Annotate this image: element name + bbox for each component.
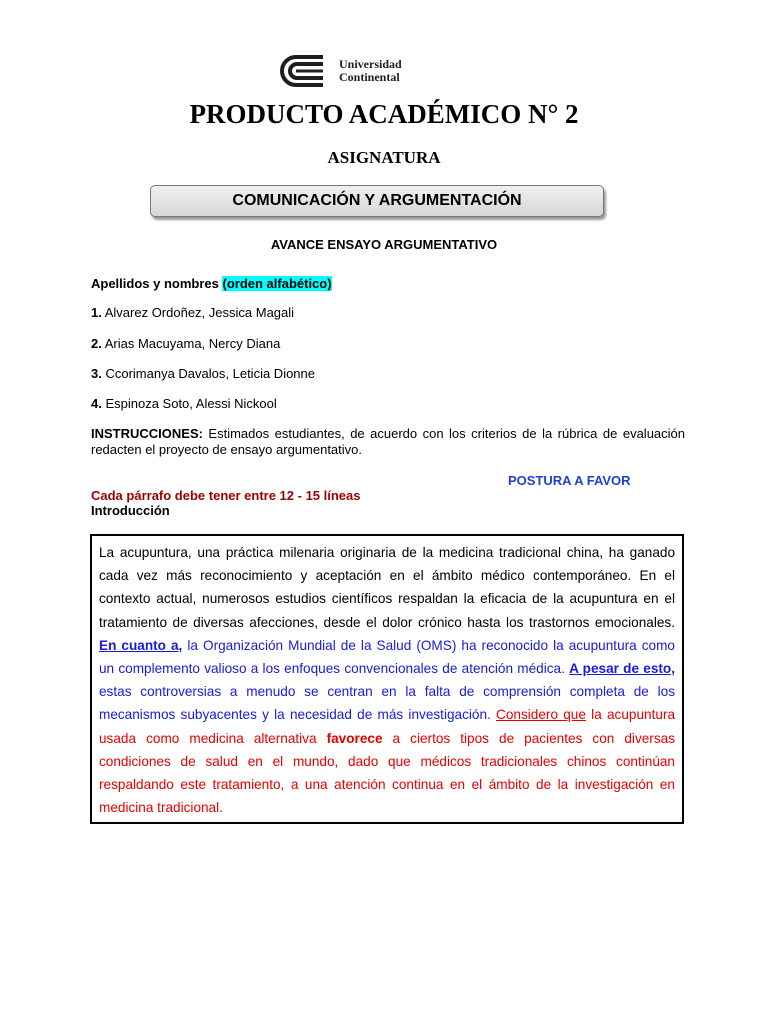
student-item: 2. Arias Macuyama, Nercy Diana (91, 336, 281, 351)
subject-label: ASIGNATURA (327, 148, 441, 167)
essay-title: AVANCE ENSAYO ARGUMENTATIVO (270, 237, 498, 252)
student-item: 3. Ccorimanya Davalos, Leticia Dionne (91, 366, 315, 381)
university-name: Universidad Continental (339, 57, 402, 84)
alphabetical-note: (orden alfabético) (222, 276, 332, 291)
keyword-favorece: favorece (326, 730, 383, 746)
university-logo (279, 54, 402, 88)
connector-a-pesar-de-esto: A pesar de esto, (569, 661, 675, 677)
student-item: 1. Alvarez Ordoñez, Jessica Magali (91, 305, 295, 320)
subject-banner: COMUNICACIÓN Y ARGUMENTACIÓN (150, 185, 604, 217)
instructions: INSTRUCCIONES: Estimados estudiantes, de acuerdo con los criterios de la rúbrica de evaluación redacten el proyecto de ensayo argumentativo. (91, 426, 685, 457)
student-item: 4. Espinoza Soto, Alessi Nickool (91, 396, 277, 411)
stance-label: POSTURA A FAVOR (508, 473, 631, 488)
introduction-heading: Introducción (91, 503, 170, 518)
paragraph-length-note: Cada párrafo debe tener entre 12 - 15 líneas (91, 488, 361, 503)
connector-en-cuanto-a: En cuanto a, (99, 637, 183, 653)
university-logo-icon (279, 54, 329, 88)
introduction-paragraph-box: La acupuntura, una práctica milenaria originaria de la medicina tradicional china, ha ganado cada vez más reconocimiento y aceptación en el ámbito médico contemporáneo. En el contexto actual, numerosos estudios científicos respaldan la eficacia de la acupuntura en el tratamiento de diversas afecciones, desde el dolor crónico hasta los trastornos emocionales. En cuanto a, la Organización Mundial de la Salud (OMS) ha reconocido la acupuntura como un complemento valioso a los enfoques convencionales de atención médica. A pesar de esto, estas controversias a menudo se centran en la falta de comprensión completa de los mecanismos subyacentes y la necesidad de más investigación. Considero que la acupuntura usada como medicina alternativa favorece a ciertos tipos de pacientes con diversas condiciones de salud en el mundo, dado que médicos tradicionales chinos continúan respaldando este tratamiento, a una atención continua en el ámbito de la investigación en medicina tradicional. (90, 534, 684, 824)
page-title: PRODUCTO ACADÉMICO N° 2 (189, 99, 579, 129)
connector-considero-que: Considero que (496, 707, 586, 723)
students-heading: Apellidos y nombres (orden alfabético) (91, 276, 332, 291)
